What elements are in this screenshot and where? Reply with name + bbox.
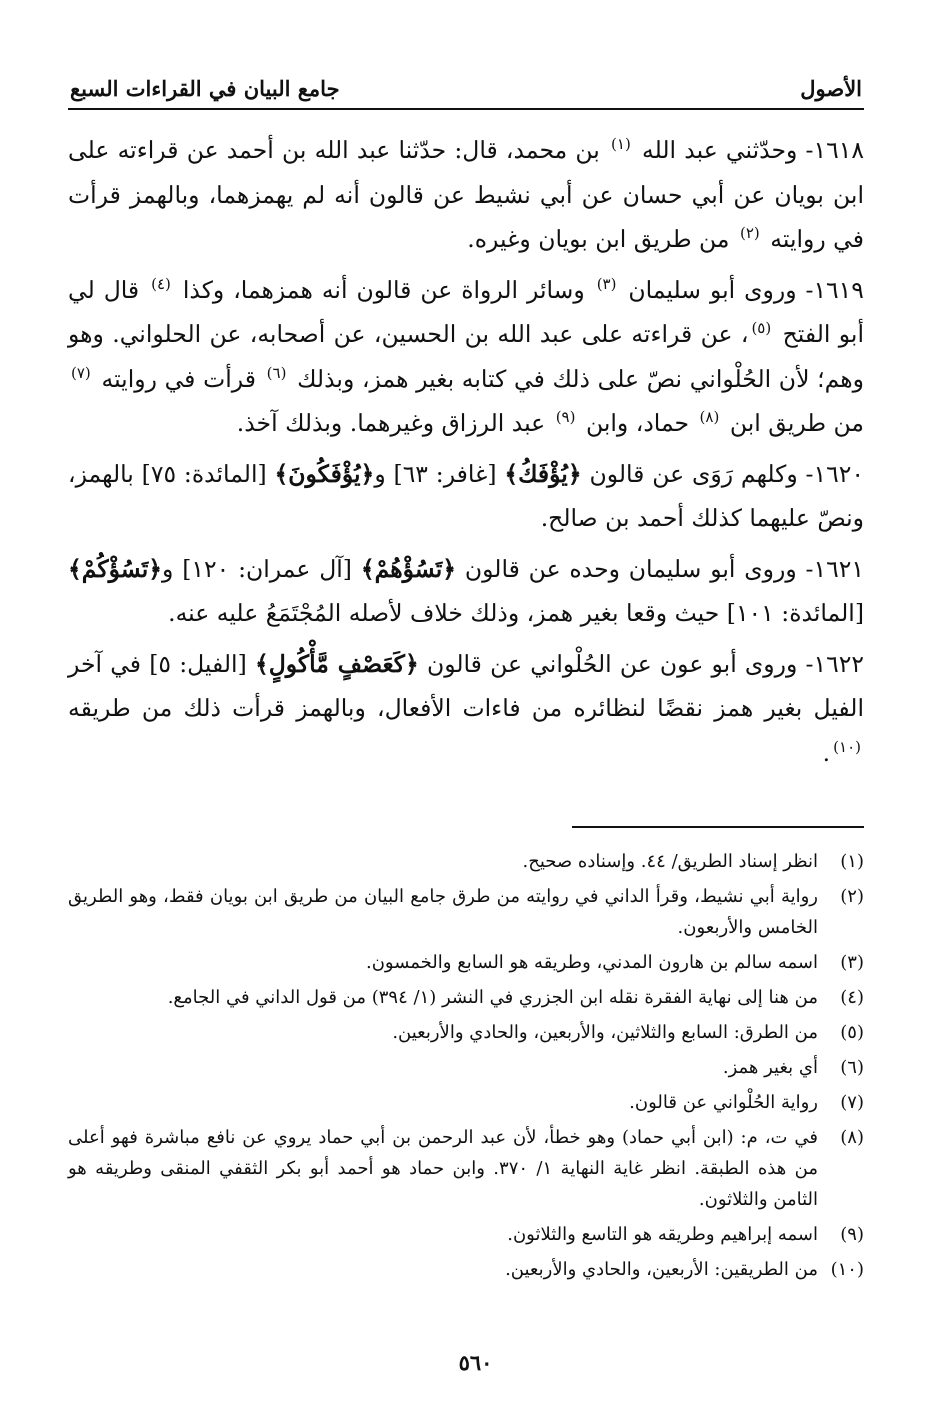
footnote-ref: (٤) (151, 274, 171, 293)
footnote-item (68, 1052, 864, 1083)
footnote-ref: (٧) (71, 363, 91, 382)
footnote-item (68, 1219, 864, 1250)
text-segment: ١٦٢١- وروى أبو سليمان وحده عن قالون (464, 554, 864, 583)
footnote-item (68, 1087, 864, 1118)
footnote-number: (٨) (840, 1127, 864, 1148)
paragraph-1622 (68, 642, 864, 776)
paragraph-1621 (68, 547, 864, 636)
text-segment: [غافر: ٦٣] و (374, 459, 497, 488)
text-segment: من طريق ابن (729, 409, 864, 437)
text-segment: ، عن قراءته على عبد الله بن الحسين، عن أصحابه، عن الحلواني. وهو وهم؛ لأن الحُلْواني نصّ على ذلك في كتابه بغير همز، وبذلك (68, 320, 864, 393)
text-segment: [آل عمران: ١٢٠] و (162, 554, 352, 583)
text-segment: حماد، وابن (585, 409, 690, 437)
footnote-number: (١) (840, 851, 864, 872)
text-segment: بن محمد، قال: حدّثنا عبد الله بن أحمد عن قراءته على ابن بويان عن أبي حسان عن أبي نشيط عن قالون أنه لم يهمزهما، وبالهمز قرأت في روايته (68, 136, 864, 253)
paragraph-1620 (68, 452, 864, 541)
footnote-number: (٤) (840, 987, 864, 1008)
footnote-text: من هنا إلى نهاية الفقرة نقله ابن الجزري في النشر (١/ ٣٩٤) من قول الداني في الجامع. (167, 987, 818, 1008)
footnote-text: من الطرق: السابع والثلاثين، والأربعين، والحادي والأربعين. (392, 1022, 818, 1043)
quran-word: ﴿تَسُؤْكُمْ﴾ (68, 554, 163, 583)
footnote-ref: (٨) (699, 408, 720, 426)
footnote-number: (٦) (840, 1057, 864, 1078)
footnote-ref: (٥) (751, 319, 772, 337)
text-segment: عبد الرزاق وغيرهما. وبذلك آخذ. (236, 409, 546, 437)
quran-word: ﴿يُؤْفَكُ﴾ (504, 459, 582, 488)
quran-word: ﴿تَسُؤْهُمْ﴾ (360, 554, 457, 583)
text-segment: ١٦٢٢- وروى أبو عون عن الحُلْواني عن قالون (426, 649, 864, 678)
footnote-number: (٩) (840, 1224, 864, 1245)
footnote-text: رواية أبي نشيط، وقرأ الداني في روايته من طرق جامع البيان من طريق ابن بويان فقط، وهو الطريق الخامس والأربعون. (68, 886, 818, 938)
chapter-title: الأصول (800, 76, 862, 101)
text-segment: وسائر الرواة عن قالون أنه همزهما، وكذا (182, 275, 585, 304)
footnote-number: (٣) (840, 952, 864, 973)
text-segment: من طريق ابن بويان وغيره. (467, 225, 730, 253)
footnote-item (68, 846, 864, 877)
main-text (68, 128, 864, 775)
footnote-item (68, 947, 864, 978)
footnote-number: (٧) (840, 1092, 864, 1113)
footnote-item (68, 1017, 864, 1048)
footnote-item (68, 982, 864, 1013)
footnote-ref: (١) (611, 135, 631, 153)
footnote-text: أي بغير همز. (722, 1057, 818, 1078)
footnote-separator (572, 826, 864, 828)
running-header (68, 72, 864, 110)
paragraph-1619 (68, 268, 864, 446)
footnote-number: (٢) (840, 886, 864, 907)
paragraph-1618 (68, 128, 864, 262)
footnote-text: من الطريقين: الأربعين، والحادي والأربعين. (505, 1259, 818, 1280)
footnote-ref: (٢) (739, 224, 760, 242)
footnote-item (68, 1122, 864, 1215)
footnote-text: رواية الحُلْواني عن قالون. (629, 1092, 818, 1113)
text-segment: [المائدة: ١٠١] حيث وقعا بغير همز، وذلك خلاف لأصله المُجْتَمَعُ عليه عنه. (168, 599, 864, 627)
footnote-ref: (١٠) (833, 737, 861, 756)
text-segment: ١٦٢٠- وكلهم رَوَى عن قالون (589, 459, 864, 488)
footnote-number: (١٠) (830, 1259, 864, 1280)
footnotes-section (68, 846, 864, 1289)
footnote-text: انظر إسناد الطريق/ ٤٤. وإسناده صحيح. (522, 851, 818, 872)
text-segment: . (822, 738, 831, 767)
footnote-item (68, 881, 864, 943)
footnote-item (68, 1254, 864, 1285)
quran-word: ﴿كَعَصْفٍ مَّأْكُولٍ﴾ (254, 649, 419, 678)
footnote-ref: (٦) (266, 363, 287, 382)
footnote-text: في ت، م: (ابن أبي حماد) وهو خطأ، لأن عبد الرحمن بن أبي حماد يروي عن نافع مباشرة فهو أعلى من هذه الطبقة. انظر غاية النهاية ١/ ٣٧٠. وابن حماد هو أحمد أبو بكر الثقفي المنقى وطريقه هو الثامن والثلاثون. (68, 1127, 818, 1210)
book-title: جامع البيان في القراءات السبع (70, 76, 340, 101)
quran-word: ﴿يُؤْفَكُونَ﴾ (274, 459, 375, 488)
text-segment: [الفيل: ٥] في آخر الفيل بغير همز نقضًا لنظائره من فاءات الأفعال، وبالهمز قرأت ذلك من طريقه (68, 649, 864, 722)
text-segment: [المائدة: ٧٥] بالهمز، ونصّ عليهما كذلك أحمد بن صالح. (68, 459, 864, 532)
page-number: ٥٦٠ (458, 1350, 493, 1375)
text-segment: ١٦١٨- وحدّثني عبد الله (642, 136, 864, 164)
text-segment: قرأت في روايته (101, 364, 256, 393)
footnote-number: (٥) (840, 1022, 864, 1043)
footnote-ref: (٩) (555, 408, 576, 426)
text-segment: ١٦١٩- وروى أبو سليمان (628, 275, 864, 304)
footnote-text: اسمه إبراهيم وطريقه هو التاسع والثلاثون. (507, 1224, 818, 1245)
footnote-text: اسمه سالم بن هارون المدني، وطريقه هو السابع والخمسون. (365, 952, 818, 973)
footnote-ref: (٣) (596, 274, 617, 293)
text-segment: قال لي أبو الفتح (68, 275, 864, 348)
